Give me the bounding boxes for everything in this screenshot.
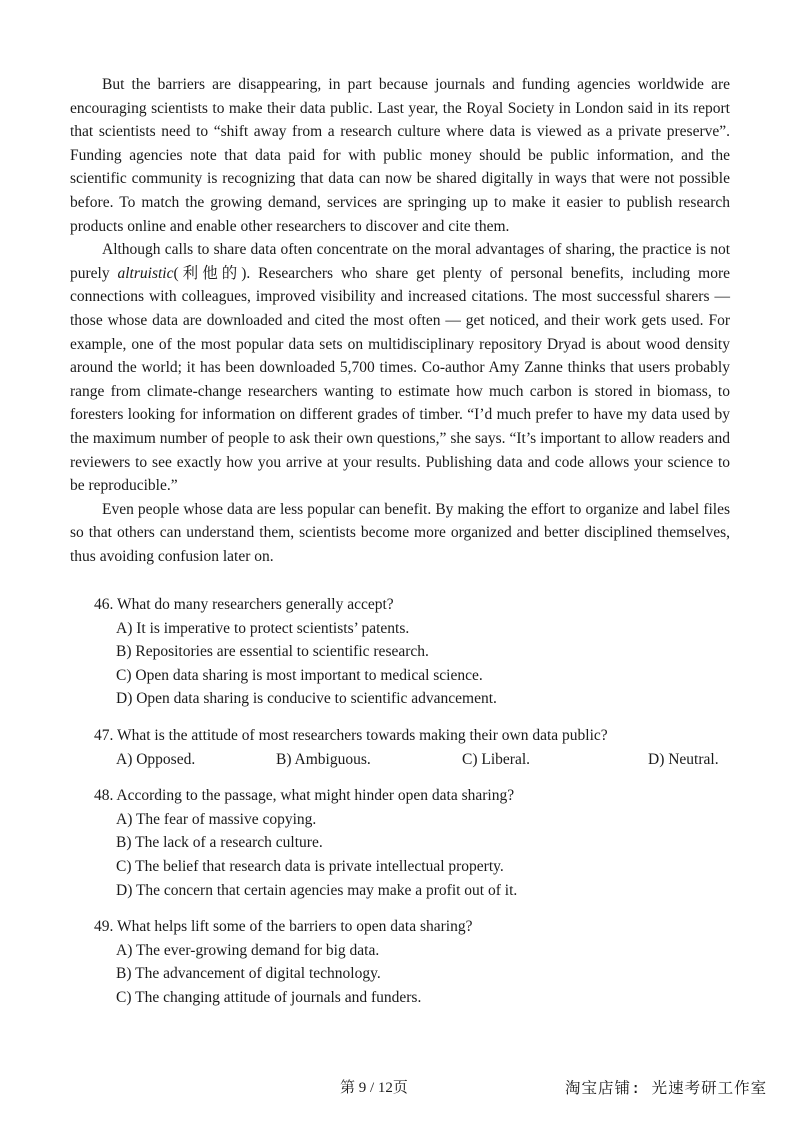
question-48 [94, 784, 734, 902]
shop-watermark: 淘宝店铺: 光速考研工作室 [565, 1079, 768, 1097]
question-stem: 46. What do many researchers generally accept? [94, 596, 394, 613]
option-d: D) Neutral. [648, 750, 719, 768]
question-46 [94, 593, 734, 711]
question-stem: 48. According to the passage, what might hinder open data sharing? [94, 787, 515, 805]
question-stem: 47. What is the attitude of most researchers towards making their own data public? [94, 726, 608, 744]
question-stem: 49. What helps lift some of the barriers to open data sharing? [94, 918, 473, 936]
option-a: A) The ever-growing demand for big data. [116, 941, 380, 959]
reading-passage [70, 73, 730, 568]
option-b: B) Repositories are essential to scientific research. [116, 643, 429, 661]
question-list [94, 593, 734, 1023]
option-b: B) Ambiguous. [276, 750, 371, 768]
question-49 [94, 915, 734, 1009]
page-number: 第 9 / 12页 [340, 1080, 408, 1096]
question-47 [94, 724, 734, 771]
options-row [116, 748, 756, 772]
option-c: C) Liberal. [462, 750, 531, 768]
option-c: C) The belief that research data is private intellectual property. [116, 857, 504, 875]
italic-term: altruistic [117, 264, 174, 282]
option-b: B) The advancement of digital technology. [116, 965, 381, 983]
option-b: B) The lack of a research culture. [116, 834, 323, 852]
option-d: D) Open data sharing is conducive to scientific advancement. [116, 690, 497, 708]
option-d: D) The concern that certain agencies may make a profit out of it. [116, 881, 518, 899]
option-a: A) The fear of massive copying. [116, 810, 317, 828]
option-c: C) Open data sharing is most important to medical science. [116, 666, 483, 684]
passage-paragraph-3: Even people whose data are less popular can benefit. By making the effort to organize and label files so that others can understand them, scientists become more organized and better disciplined themselves, thus avoiding confusion later on. [70, 500, 730, 565]
passage-paragraph-2: Although calls to share data often concentrate on the moral advantages of sharing, the practice is not purely altruistic(利他的). Researchers who share get plenty of personal benefits, including more connections with colleagues, improved visibility and increased citations. The most successful sharers — those whose data are downloaded and cited the most often — get noticed, and their work gets used. For example, one of the most popular data sets on multidisciplinary repository Dryad is about wood density around the world; it has been downloaded 5,700 times. Co-author Amy Zanne thinks that users probably range from climate-change researchers wanting to estimate how much carbon is stored in biomass, to foresters looking for information on different grades of timber. “I’d much prefer to have my data used by the maximum number of people to ask their own questions,” she says. “It’s important to allow readers and reviewers to see exactly how you arrive at your results. Publishing data and code allows your science to be reproducible.” [70, 241, 730, 495]
passage-paragraph-1: But the barriers are disappearing, in part because journals and funding agencies worldwide are encouraging scientists to make their data public. Last year, the Royal Society in London said in its report that scientists need to “shift away from a research culture where data is viewed as a private preserve”. Funding agencies note that data paid for with public money should be public information, and the scientific community is recognizing that data can now be shared digitally in ways that were not possible before. To match the growing demand, services are springing up to make it easier to publish research products online and enable other researchers to discover and cite them. [70, 76, 730, 235]
option-a: A) It is imperative to protect scientists’ patents. [116, 619, 410, 637]
option-c: C) The changing attitude of journals and funders. [116, 988, 422, 1006]
option-a: A) Opposed. [116, 750, 196, 768]
